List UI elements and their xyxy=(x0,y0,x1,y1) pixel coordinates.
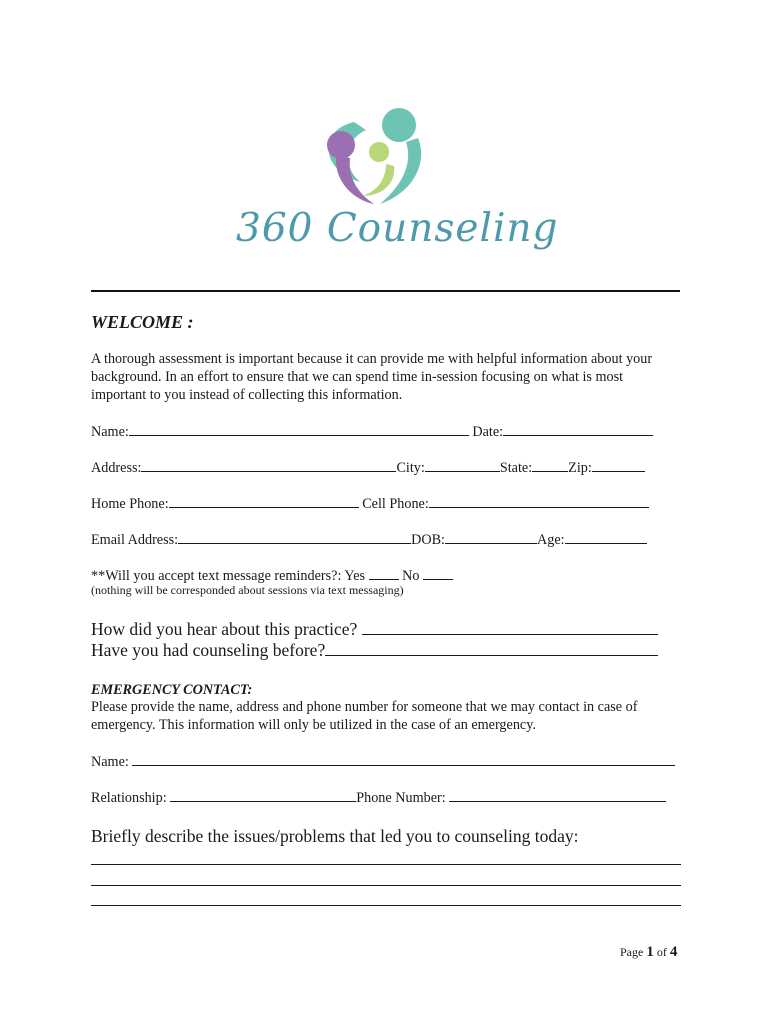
emergency-name-row xyxy=(91,752,675,771)
phone-row xyxy=(91,494,649,513)
dob-label: DOB: xyxy=(411,532,445,548)
green-swoosh xyxy=(362,164,394,196)
purple-head xyxy=(327,131,355,159)
issues-answer-line-3[interactable] xyxy=(91,905,681,906)
date-input-line[interactable] xyxy=(503,422,653,436)
hear-about-input-line[interactable] xyxy=(362,619,658,635)
counseling-before-input-line[interactable] xyxy=(325,640,658,656)
home-phone-label: Home Phone: xyxy=(91,496,169,512)
text-reminder-question: **Will you accept text message reminders?: Yes xyxy=(91,568,366,584)
name-label: Name: xyxy=(91,424,129,440)
emergency-contact-heading: EMERGENCY CONTACT: xyxy=(91,682,253,698)
green-head xyxy=(369,142,389,162)
text-reminder-yes-line[interactable] xyxy=(369,566,399,580)
page-number xyxy=(620,944,677,961)
counseling-before-question: Have you had counseling before? xyxy=(91,640,326,660)
emergency-name-input-line[interactable] xyxy=(132,752,675,766)
zip-input-line[interactable] xyxy=(592,458,645,472)
of-word: of xyxy=(656,945,667,959)
welcome-heading: WELCOME : xyxy=(91,312,194,332)
hear-about-question: How did you hear about this practice? xyxy=(91,619,358,639)
issues-answer-line-2[interactable] xyxy=(91,885,681,886)
issues-prompt: Briefly describe the issues/problems that led you to counseling today: xyxy=(91,826,579,846)
brand-logo xyxy=(236,100,559,270)
relationship-input-line[interactable] xyxy=(170,788,356,802)
issues-answer-line-1[interactable] xyxy=(91,864,681,865)
email-input-line[interactable] xyxy=(178,530,411,544)
email-dob-row xyxy=(91,530,647,549)
state-label: State: xyxy=(499,460,533,476)
date-label: Date: xyxy=(472,424,504,440)
emergency-relationship-row xyxy=(91,788,666,807)
intro-paragraph: A thorough assessment is important because it can provide me with helpful information about your background. In an effort to ensure that we can spend time in-session focusing on what is most important to you instead of collecting this information. xyxy=(91,351,653,404)
total-pages: 4 xyxy=(669,944,678,960)
address-row xyxy=(91,458,645,477)
state-input-line[interactable] xyxy=(532,458,568,472)
email-label: Email Address: xyxy=(91,532,179,548)
counseling-before-row xyxy=(91,640,658,661)
home-phone-input-line[interactable] xyxy=(169,494,359,508)
name-input-line[interactable] xyxy=(129,422,469,436)
emergency-phone-label: Phone Number: xyxy=(356,790,446,806)
city-input-line[interactable] xyxy=(425,458,500,472)
zip-label: Zip: xyxy=(568,460,592,476)
emergency-name-label: Name: xyxy=(91,754,129,770)
cell-phone-input-line[interactable] xyxy=(429,494,649,508)
header-divider xyxy=(91,290,680,292)
text-reminder-no-line[interactable] xyxy=(423,566,453,580)
relationship-label: Relationship: xyxy=(91,790,167,806)
name-date-row xyxy=(91,422,653,441)
page-word: Page xyxy=(620,945,644,959)
current-page: 1 xyxy=(646,944,654,960)
text-reminder-no-label: No xyxy=(402,568,420,584)
cell-phone-label: Cell Phone: xyxy=(362,496,429,512)
logo-emblem xyxy=(236,100,536,210)
address-input-line[interactable] xyxy=(141,458,396,472)
age-label: Age: xyxy=(537,532,565,548)
hear-about-row xyxy=(91,619,658,640)
address-label: Address: xyxy=(91,460,142,476)
city-label: City: xyxy=(396,460,425,476)
text-reminder-note: (nothing will be corresponded about sessions via text messaging) xyxy=(91,583,404,597)
brand-name: 360 Counseling xyxy=(236,206,559,251)
emergency-contact-instructions: Please provide the name, address and phone number for someone that we may contact in case of emergency. This information will only be utilized in the case of an emergency. xyxy=(91,699,638,734)
dob-input-line[interactable] xyxy=(445,530,537,544)
age-input-line[interactable] xyxy=(565,530,647,544)
emergency-phone-input-line[interactable] xyxy=(449,788,666,802)
teal-head xyxy=(382,108,416,142)
